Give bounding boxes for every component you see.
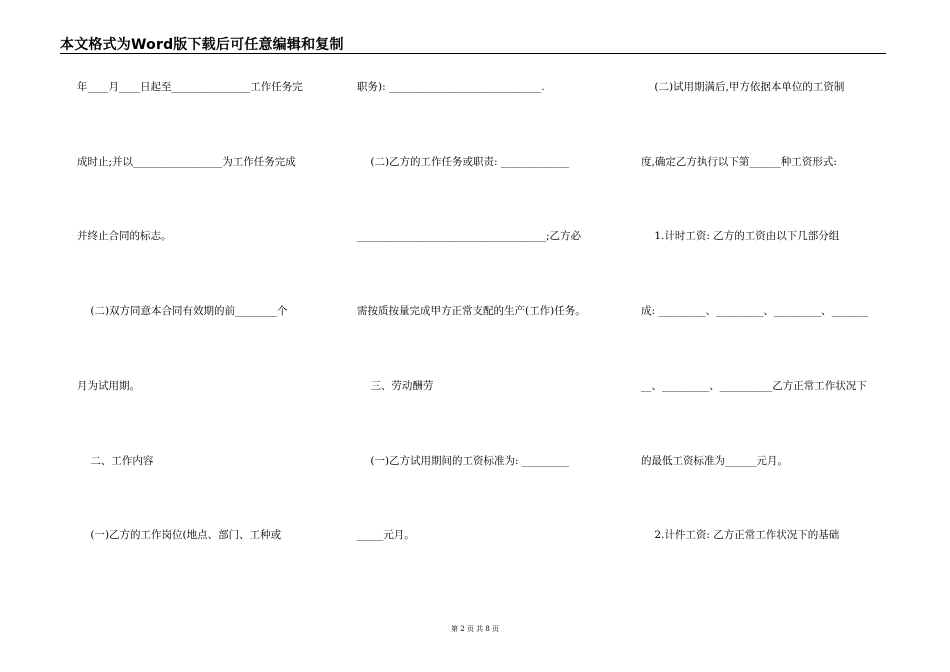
column-1-line-3: 并终止合同的标志。 [77,230,172,242]
column-3-line-2: 度,确定乙方执行以下第______种工资形式: [641,156,837,168]
column-3-line-5: __、_________、__________乙方正常工作状况下 [641,380,867,392]
column-3-line-3: 1.计时工资: 乙方的工资由以下几部分组 [641,230,840,242]
column-2-line-3: ____________________________________;乙方必 [357,230,582,242]
column-2-line-5: 三、劳动酬劳 [357,380,434,392]
column-2-line-7: _____元月。 [357,529,415,541]
column-2-line-2: (二)乙方的工作任务或职责: _____________ [357,156,570,168]
column-3-line-1: (二)试用期满后,甲方依据本单位的工资制 [641,81,845,93]
column-1-line-4: (二)双方同意本合同有效期的前________个 [77,305,288,317]
column-1-line-7: (一)乙方的工作岗位(地点、部门、工种或 [77,529,282,541]
column-2-line-4: 需按质按量完成甲方正常支配的生产(工作)任务。 [357,305,586,317]
column-3-line-7: 2.计件工资: 乙方正常工作状况下的基础 [641,529,840,541]
column-1-line-5: 月为试用期。 [77,380,140,392]
column-1-line-1: 年____月____日起至_______________工作任务完 [77,81,303,93]
page-number: 第 2 页 共 8 页 [450,625,500,633]
header-divider [60,53,886,54]
column-2-line-6: (一)乙方试用期间的工资标准为: _________ [357,455,570,467]
column-3-line-6: 的最低工资标准为______元月。 [641,455,788,467]
column-1-line-2: 成时止;并以_________________为工作任务完成 [77,156,296,168]
column-2-line-1: 职务): _____________________________. [357,81,545,93]
document-header-title: 本文格式为Word版下载后可任意编辑和复制 [60,37,344,53]
column-1-line-6: 二、工作内容 [77,455,154,467]
column-3-line-4: 成: _________、_________、_________、_______ [641,305,869,317]
